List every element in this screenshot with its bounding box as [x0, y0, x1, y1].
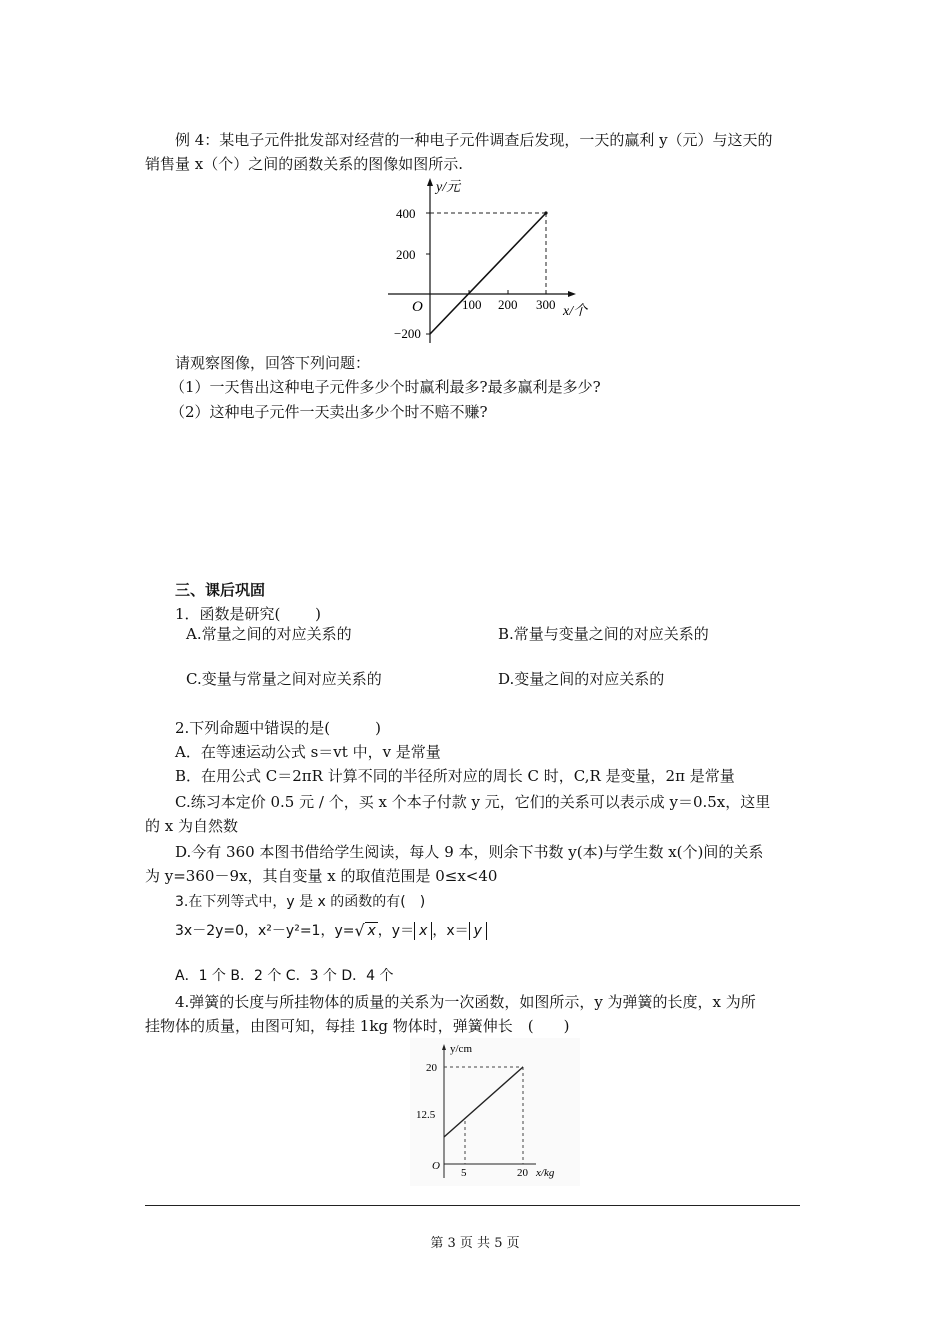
problem2-stem: 2.下列命题中错误的是( ): [175, 719, 382, 737]
footer-divider: [145, 1205, 800, 1206]
problem2-option-d-line2: 为 y=360－9x，其自变量 x 的取值范围是 0≤x<40: [145, 867, 498, 885]
chart1-y-arrow: [427, 178, 433, 186]
question-1: （1）一天售出这种电子元件多少个时赢利最多?最多赢利是多少?: [170, 378, 601, 396]
chart1-x-arrow: [568, 291, 576, 297]
section-title: 三、课后巩固: [175, 581, 266, 599]
problem3-eq3: ，x＝: [432, 923, 469, 939]
problem3-eq1: 3x－2y=0，x²－y²=1，y=: [175, 923, 355, 939]
spring-chart: [410, 1038, 580, 1186]
chart2-xlabel: x/kg: [536, 1167, 555, 1179]
problem4-line2: 挂物体的质量，由图可知，每挂 1kg 物体时，弹簧伸长 ( ): [145, 1017, 570, 1035]
sqrt-x: √ x: [354, 921, 376, 940]
problem4-line1: 4.弹簧的长度与所挂物体的质量的关系为一次函数，如图所示，y 为弹簧的长度，x 为所: [175, 993, 756, 1011]
chart2-xtick-5: 5: [461, 1167, 467, 1179]
chart1-xlabel: x/个: [563, 304, 588, 319]
problem2-option-c-line2: 的 x 为自然数: [145, 817, 238, 835]
chart1-ylabel: y/元: [436, 180, 461, 195]
chart1-xtick-100: 100: [462, 297, 482, 312]
problem3-equations: [175, 920, 487, 940]
chart2-ylabel: y/cm: [450, 1043, 472, 1055]
chart1-xtick-300: 300: [536, 297, 556, 312]
chart1-end-point: [544, 211, 547, 214]
problem1-option-b: B.常量与变量之间的对应关系的: [498, 625, 709, 643]
problem3-options: A．1 个 B．2 个 C．3 个 D．4 个: [175, 968, 394, 984]
abs-x: x: [414, 922, 432, 940]
questions-intro: 请观察图像，回答下列问题：: [175, 354, 371, 372]
problem2-option-c-line1: C.练习本定价 0.5 元 / 个，买 x 个本子付款 y 元，它们的关系可以表示成 y＝0.5x，这里: [175, 793, 771, 811]
chart1-origin: O: [412, 299, 423, 315]
problem1-option-a: A.常量之间的对应关系的: [186, 625, 352, 643]
chart2-ytick-12-5: 12.5: [416, 1109, 436, 1121]
problem2-option-d-line1: D.今有 360 本图书借给学生阅读，每人 9 本，则余下书数 y(本)与学生数 x(个)间的关系: [175, 843, 764, 861]
chart1-ytick-400: 400: [396, 206, 416, 221]
problem3-eq2: ，y＝: [377, 923, 415, 939]
chart1-ytick-neg200: −200: [394, 326, 421, 341]
chart1-profit-line: [430, 213, 546, 334]
question-2: （2）这种电子元件一天卖出多少个时不赔不赚?: [170, 403, 488, 421]
chart1-xtick-200: 200: [498, 297, 518, 312]
profit-chart: [380, 175, 620, 347]
problem1-option-c: C.变量与常量之间对应关系的: [186, 670, 382, 688]
problem2-option-b: B．在用公式 C＝2πR 计算不同的半径所对应的周长 C 时，C,R 是变量，2π 是常量: [175, 767, 735, 785]
chart2-ytick-20: 20: [426, 1062, 437, 1074]
abs-y: y: [469, 922, 487, 940]
problem1-stem: 1．函数是研究( ): [175, 605, 322, 623]
chart1-ytick-200: 200: [396, 247, 416, 262]
chart2-origin: O: [432, 1160, 440, 1172]
chart2-xtick-20: 20: [517, 1167, 528, 1179]
problem1-option-d: D.变量之间的对应关系的: [498, 670, 665, 688]
problem2-option-a: A．在等速运动公式 s＝vt 中，v 是常量: [175, 743, 441, 761]
example4-line2: 销售量 x（个）之间的函数关系的图像如图所示.: [145, 155, 463, 173]
example4-line1: 例 4：某电子元件批发部对经营的一种电子元件调查后发现，一天的赢利 y（元）与这天的: [175, 131, 773, 149]
page-number: 第 3 页 共 5 页: [430, 1236, 520, 1251]
problem3-stem: 3.在下列等式中，y 是 x 的函数的有( ): [175, 894, 426, 910]
